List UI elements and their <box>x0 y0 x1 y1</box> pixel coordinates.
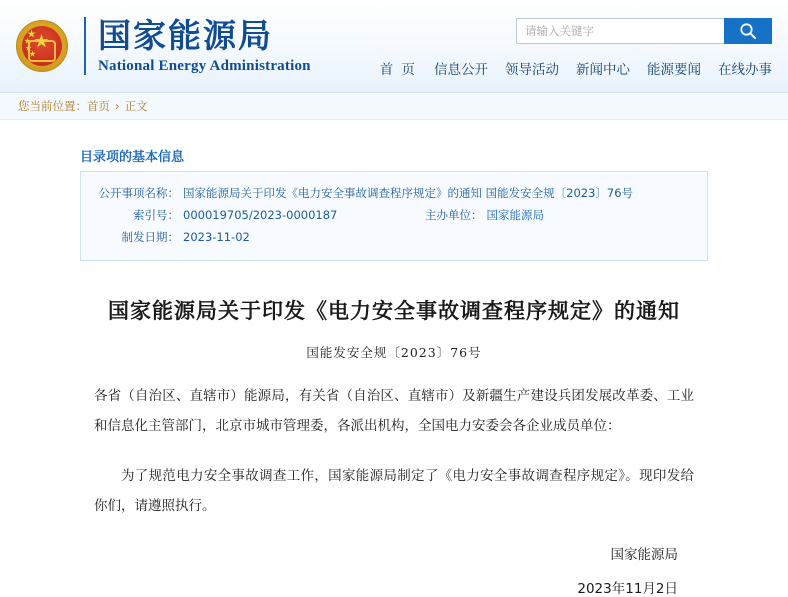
info-row-name <box>95 182 693 204</box>
info-value-index: 000019705/2023-0000187 <box>183 208 338 222</box>
site-header <box>0 0 788 93</box>
basic-info-panel <box>80 171 708 261</box>
info-label-org: 主办单位： <box>425 208 483 222</box>
info-label-name: 公开事项名称： <box>98 186 179 200</box>
breadcrumb-item-current[interactable]: 正文 <box>124 99 148 113</box>
header-right <box>380 0 788 92</box>
info-value-org: 国家能源局 <box>486 208 544 222</box>
emblem-star-main: ★ <box>34 33 50 50</box>
search-button[interactable] <box>724 18 772 44</box>
info-label-index: 索引号： <box>133 208 179 222</box>
search-box[interactable] <box>516 18 772 44</box>
search-input[interactable] <box>516 18 724 44</box>
nav-item-news-center[interactable]: 新闻中心 <box>576 62 630 78</box>
breadcrumb-prefix: 您当前位置： <box>18 99 87 113</box>
document-number: 国能发安全规〔2023〕76号 <box>306 344 482 360</box>
nav-item-home[interactable]: 首 页 <box>379 62 417 78</box>
document-paragraph-1: 各省（自治区、直辖市）能源局，有关省（自治区、直辖市）及新疆生产建设兵团发展改革委、工业和信息化主管部门，北京市城市管理委，各派出机构，全国电力安委会各企业成员单位： <box>94 387 694 434</box>
document-signature: 国家能源局 <box>610 546 678 563</box>
site-title-cn: 国家能源局 <box>98 15 273 55</box>
emblem-star-4: ★ <box>29 51 36 58</box>
info-row-date <box>95 226 693 248</box>
info-value-name: 国家能源局关于印发《电力安全事故调查程序规定》的通知 国能发安全规〔2023〕76号 <box>183 186 634 200</box>
emblem-star-3: ★ <box>25 45 32 52</box>
site-brand[interactable] <box>0 17 311 75</box>
info-value-date: 2023-11-02 <box>183 230 250 244</box>
info-row-index-org <box>95 204 693 226</box>
section-title-basic-info: 目录项的基本信息 <box>80 150 185 165</box>
page-content <box>0 146 788 597</box>
nav-item-online-services[interactable]: 在线办事 <box>718 62 772 78</box>
site-title-en: National Energy Administration <box>98 57 311 74</box>
emblem-star-1: ★ <box>27 29 37 39</box>
nav-item-info-disclosure[interactable]: 信息公开 <box>434 62 488 78</box>
national-emblem-icon <box>14 18 70 74</box>
nav-item-energy-headlines[interactable]: 能源要闻 <box>647 62 701 78</box>
search-icon <box>738 21 758 41</box>
emblem-gear <box>28 40 56 62</box>
main-nav <box>380 58 772 80</box>
emblem-star-2: ★ <box>24 38 31 45</box>
breadcrumb-separator: › <box>115 99 120 113</box>
article-body <box>80 295 708 597</box>
breadcrumb <box>0 93 788 120</box>
breadcrumb-item-home[interactable]: 首页 <box>87 99 110 113</box>
brand-divider <box>84 17 86 75</box>
document-paragraph-2: 为了规范电力安全事故调查工作，国家能源局制定了《电力安全事故调查程序规定》。现印发给你们，请遵照执行。 <box>94 467 694 514</box>
document-title: 国家能源局关于印发《电力安全事故调查程序规定》的通知 <box>108 298 680 323</box>
document-date: 2023年11月2日 <box>577 580 678 597</box>
info-label-date: 制发日期： <box>121 230 179 244</box>
nav-item-leader-activities[interactable]: 领导活动 <box>505 62 559 78</box>
